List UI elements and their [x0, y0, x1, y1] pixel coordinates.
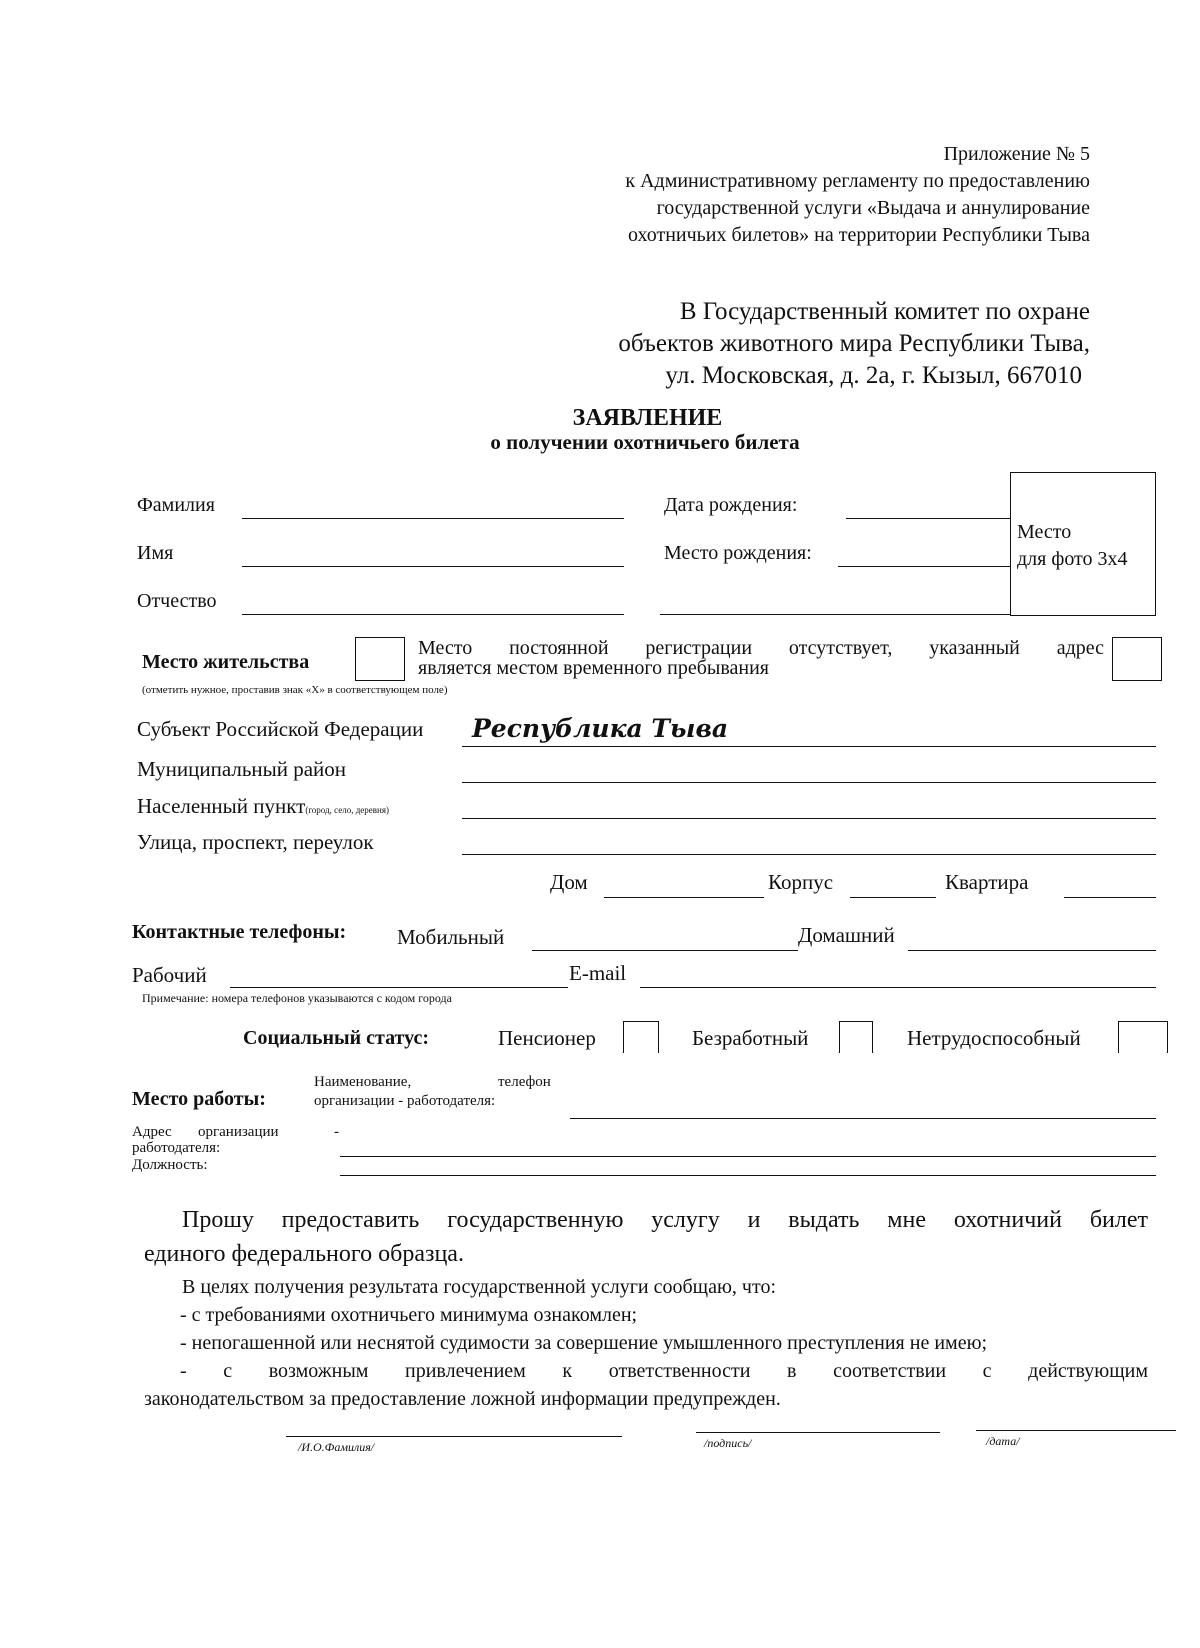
apartment-label: Квартира	[945, 870, 1029, 894]
disabled-checkbox[interactable]	[1118, 1021, 1168, 1053]
street-field[interactable]	[462, 854, 1156, 855]
patronymic-field[interactable]	[242, 614, 624, 615]
appendix-line-2: к Административному регламенту по предоставлению	[625, 170, 1090, 192]
surname-label: Фамилия	[137, 494, 215, 516]
email-label: E-mail	[569, 961, 627, 985]
district-field[interactable]	[462, 782, 1156, 783]
temporary-residence-text-1: Место постоянной регистрации отсутствует, указанный адрес	[418, 637, 1104, 659]
employer-address-field[interactable]	[340, 1156, 1156, 1157]
addressee-line-3: ул. Московская, д. 2а, г. Кызыл, 667010	[665, 362, 1082, 389]
apartment-field[interactable]	[1064, 897, 1156, 898]
addressee-line-1: В Государственный комитет по охране	[679, 298, 1090, 325]
birth-place-field[interactable]	[838, 566, 1010, 567]
building-field[interactable]	[850, 897, 936, 898]
employer-name-field[interactable]	[570, 1118, 1156, 1119]
employer-address-label-1c: -	[334, 1124, 339, 1140]
home-phone-label: Домашний	[798, 923, 895, 947]
employer-name-label-1b: телефон	[498, 1074, 551, 1090]
work-phone-label: Рабочий	[132, 963, 207, 987]
subject-value: Республика Тыва	[472, 714, 729, 743]
mobile-label: Мобильный	[397, 925, 505, 949]
district-label: Муниципальный район	[137, 757, 347, 781]
employer-address-label-2: работодателя:	[132, 1140, 221, 1156]
date-caption: /дата/	[986, 1434, 1020, 1448]
employer-address-label-1: Адрес	[132, 1124, 172, 1140]
request-item-3-line-1: - с возможным привлечением к ответственности в соответствии с действующим	[180, 1360, 1148, 1382]
residence-label: Место жительства	[142, 651, 310, 673]
position-label: Должность:	[132, 1157, 208, 1173]
subject-label: Субъект Российской Федерации	[137, 717, 424, 741]
unemployed-label: Безработный	[692, 1026, 809, 1050]
patronymic-label: Отчество	[137, 590, 217, 612]
house-field[interactable]	[604, 897, 764, 898]
document-subtitle: о получении охотничьего билета	[490, 430, 800, 454]
document-title: ЗАЯВЛЕНИЕ	[572, 405, 723, 431]
residence-checkbox[interactable]	[355, 637, 405, 681]
home-phone-field[interactable]	[908, 950, 1156, 951]
name-label: Имя	[137, 542, 174, 564]
photo-label-1: Место	[1017, 521, 1072, 543]
social-status-label: Социальный статус:	[243, 1027, 430, 1049]
birth-date-label: Дата рождения:	[664, 494, 798, 516]
locality-field[interactable]	[462, 818, 1156, 819]
addressee-line-2: объектов животного мира Республики Тыва,	[618, 330, 1090, 357]
subject-field[interactable]	[462, 746, 1156, 747]
request-purpose: В целях получения результата государственной услуги сообщаю, что:	[182, 1276, 776, 1298]
employer-name-label-1: Наименование,	[314, 1074, 412, 1090]
residence-hint: (отметить нужное, проставив знак «Х» в соответствующем поле)	[142, 684, 448, 696]
name-field[interactable]	[242, 566, 624, 567]
building-label: Корпус	[768, 870, 834, 894]
house-label: Дом	[550, 870, 588, 894]
temporary-residence-checkbox[interactable]	[1112, 637, 1162, 681]
request-item-1: - с требованиями охотничьего минимума ознакомлен;	[180, 1304, 638, 1326]
workplace-label: Место работы:	[132, 1088, 266, 1110]
photo-label-2: для фото 3х4	[1017, 548, 1128, 570]
request-item-3-line-2: законодательством за предоставление ложной информации предупрежден.	[144, 1388, 781, 1410]
appendix-line-4: охотничьих билетов» на территории Республики Тыва	[628, 224, 1090, 246]
pensioner-checkbox[interactable]	[623, 1021, 659, 1053]
birth-place-label: Место рождения:	[664, 542, 812, 564]
locality-hint: (город, село, деревня)	[305, 805, 389, 815]
phone-note: Примечание: номера телефонов указываются с кодом города	[142, 991, 452, 1005]
request-line-2: единого федерального образца.	[144, 1241, 464, 1267]
contacts-label: Контактные телефоны:	[132, 921, 347, 943]
locality-label-text: Населенный пункт	[137, 794, 306, 818]
request-line-1: Прошу предоставить государственную услугу и выдать мне охотничий билет	[182, 1207, 1148, 1233]
birth-place-field-2[interactable]	[660, 614, 1010, 615]
signature-name-field[interactable]	[286, 1436, 622, 1437]
appendix-line-3: государственной услуги «Выдача и аннулирование	[656, 197, 1090, 219]
pensioner-label: Пенсионер	[498, 1026, 596, 1050]
birth-date-field[interactable]	[846, 518, 1010, 519]
position-field[interactable]	[340, 1175, 1156, 1176]
mobile-field[interactable]	[532, 950, 798, 951]
appendix-line-1: Приложение № 5	[943, 143, 1090, 165]
signature-field[interactable]	[696, 1432, 940, 1433]
surname-field[interactable]	[242, 518, 624, 519]
work-phone-field[interactable]	[230, 987, 568, 988]
unemployed-checkbox[interactable]	[839, 1021, 873, 1053]
date-field[interactable]	[976, 1430, 1176, 1431]
temporary-residence-text-2: является местом временного пребывания	[418, 657, 769, 679]
signature-name-caption: /И.О.Фамилия/	[298, 1440, 375, 1454]
locality-label	[137, 794, 389, 819]
signature-caption: /подпись/	[704, 1436, 752, 1450]
disabled-label: Нетрудоспособный	[907, 1026, 1081, 1050]
photo-box	[1010, 472, 1156, 616]
request-item-2: - непогашенной или неснятой судимости за совершение умышленного преступления не имею;	[180, 1332, 988, 1354]
street-label: Улица, проспект, переулок	[137, 830, 374, 854]
email-field[interactable]	[640, 987, 1156, 988]
employer-address-label-1b: организации	[198, 1124, 279, 1140]
employer-name-label-2: организации - работодателя:	[314, 1093, 496, 1109]
